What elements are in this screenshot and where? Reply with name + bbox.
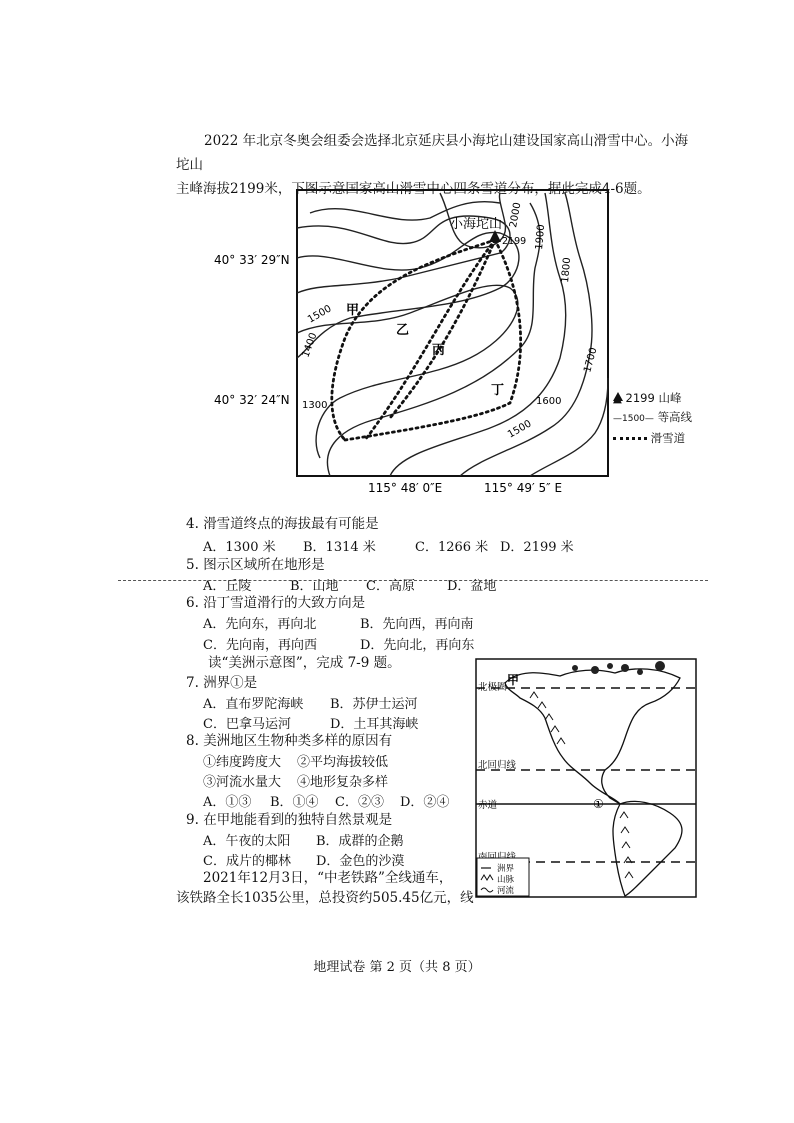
contour-label: 1400 xyxy=(300,331,320,360)
topo-map-svg xyxy=(200,188,630,518)
railway-line-1: 2021年12月3日，“中老铁路”全线通车， xyxy=(203,870,453,886)
q7-option-c: C．巴拿马运河 xyxy=(203,717,291,732)
contour-label: 1500 xyxy=(506,418,534,441)
question-5 xyxy=(186,555,325,575)
americas-intro: 读“美洲示意图”，完成 7-9 题。 xyxy=(208,655,401,671)
legend-boundary-label: 洲界 xyxy=(497,864,515,874)
q4-option-a: A．1300 米 xyxy=(203,540,276,555)
q4-option-c: C．1266 米 xyxy=(415,540,489,555)
q5-option-d: D．盆地 xyxy=(447,579,497,594)
q8-statement-3: ③河流水量大 xyxy=(203,775,282,790)
page-footer: 地理试卷 第 2 页（共 8 页） xyxy=(313,960,481,975)
point-1-label: ① xyxy=(593,797,604,811)
americas-map-svg xyxy=(475,658,697,898)
legend-item-contour xyxy=(613,408,692,429)
ski-run xyxy=(332,240,495,440)
point-jia: 甲 xyxy=(346,303,360,318)
contour-label: 1800 xyxy=(560,256,574,284)
q8-statement-1: ①纬度跨度大 xyxy=(203,755,282,770)
q8-statement-4: ④地形复杂多样 xyxy=(297,775,389,790)
q4-option-b: B．1314 米 xyxy=(303,540,376,555)
point-bing: 丙 xyxy=(432,343,446,358)
q5-option-a: A．丘陵 xyxy=(203,579,252,594)
contour-label: 2000 xyxy=(508,201,524,229)
question-6 xyxy=(186,593,365,613)
point-jia-label: 甲 xyxy=(507,673,520,687)
arctic-circle-label: 北极圈 xyxy=(478,682,507,693)
contour-label: 1500 xyxy=(306,303,334,326)
question-9 xyxy=(186,810,392,830)
question-number: 8. xyxy=(186,733,199,749)
peak-elevation: 2199 xyxy=(502,236,527,247)
railway-line-2: 该铁路全长1035公里，总投资约505.45亿元，线 xyxy=(176,890,474,906)
question-text: 沿丁雪道滑行的大致方向是 xyxy=(203,595,366,611)
q9-option-a: A．午夜的太阳 xyxy=(203,834,291,849)
point-yi: 乙 xyxy=(396,323,410,338)
q8-statement-2: ②平均海拔较低 xyxy=(297,755,389,770)
question-text: 洲界①是 xyxy=(203,675,258,691)
andes-mountains xyxy=(620,812,633,878)
q6-option-a: A．先向东，再向北 xyxy=(203,617,317,632)
question-text: 在甲地能看到的独特自然景观是 xyxy=(203,812,393,828)
q8-option-b: B．①④ xyxy=(270,795,319,810)
intro-line-2: 主峰海拔2199米，下图示意国家高山滑雪中心四条雪道分布，据此完成4-6题。 xyxy=(176,181,651,197)
q7-option-b: B．苏伊士运河 xyxy=(330,697,418,712)
equator-label: 赤道 xyxy=(478,800,498,811)
question-text: 滑雪道终点的海拔最有可能是 xyxy=(203,516,379,532)
legend-peak-value: 2199 xyxy=(625,391,655,405)
latitude-bottom: 40° 32′ 24″N xyxy=(214,393,290,407)
q4-option-d: D．2199 米 xyxy=(500,540,574,555)
question-number: 5. xyxy=(186,557,199,573)
q7-option-d: D．土耳其海峡 xyxy=(330,717,419,732)
q8-option-a: A．①③ xyxy=(203,795,252,810)
legend-item-peak xyxy=(613,389,692,408)
dotted-line-icon xyxy=(613,437,647,440)
q6-option-d: D．先向北，再向东 xyxy=(360,638,475,653)
question-text: 美洲地区生物种类多样的原因有 xyxy=(203,733,393,749)
tropic-cancer-label: 北回归线 xyxy=(478,760,517,771)
legend-river-label: 河流 xyxy=(497,886,515,896)
topo-legend xyxy=(613,389,692,448)
contour-label: 1300 xyxy=(302,400,328,411)
north-america-outline xyxy=(505,669,680,804)
q6-option-b: B．先向西，再向南 xyxy=(360,617,474,632)
question-8 xyxy=(186,731,392,751)
contour-lines xyxy=(297,193,608,476)
legend-peak-label: 山峰 xyxy=(658,391,682,405)
legend-contour-label: 等高线 xyxy=(657,410,693,424)
question-text: 图示区域所在地形是 xyxy=(203,557,325,573)
peak-icon: ▲ xyxy=(613,391,622,405)
q9-option-d: D．金色的沙漠 xyxy=(316,854,405,869)
latitude-top: 40° 33′ 29″N xyxy=(214,253,290,267)
question-number: 6. xyxy=(186,595,199,611)
arctic-islands xyxy=(572,661,665,675)
south-america-outline xyxy=(613,801,682,896)
legend-ski-label: 滑雪道 xyxy=(650,431,686,445)
legend-mountain-label: 山脉 xyxy=(497,875,515,885)
q7-option-a: A．直布罗陀海峡 xyxy=(203,697,304,712)
point-ding: 丁 xyxy=(491,383,505,398)
ski-runs xyxy=(332,240,521,440)
longitude-left: 115° 48′ 0″E xyxy=(368,481,443,495)
contour-label: 1900 xyxy=(534,223,548,251)
legend-item-ski xyxy=(613,429,692,448)
peak-name: 小海坨山 xyxy=(450,217,503,232)
question-number: 7. xyxy=(186,675,199,691)
contour-label: 1600 xyxy=(536,396,562,407)
rocky-mountains xyxy=(530,692,565,744)
question-number: 4. xyxy=(186,516,199,532)
longitude-right: 115° 49′ 5″ E xyxy=(484,481,563,495)
q5-option-b: B．山地 xyxy=(290,579,339,594)
question-7 xyxy=(186,673,257,693)
question-4 xyxy=(186,514,379,534)
q8-option-c: C．②③ xyxy=(335,795,384,810)
q6-option-c: C．先向南，再向西 xyxy=(203,638,317,653)
question-number: 9. xyxy=(186,812,199,828)
americas-map xyxy=(475,658,697,898)
q8-option-d: D．②④ xyxy=(400,795,450,810)
topo-map xyxy=(200,188,630,518)
contour-label: 1700 xyxy=(582,346,600,374)
q9-option-c: C．成片的椰林 xyxy=(203,854,291,869)
q5-option-c: C．高原 xyxy=(366,579,415,594)
latitude-lines xyxy=(476,688,696,862)
mountain-ranges xyxy=(530,692,633,878)
contour-line-icon: —1500— xyxy=(613,414,654,424)
intro-line-1: 2022 年北京冬奥会组委会选择北京延庆县小海坨山建设国家高山滑雪中心。小海坨山 xyxy=(176,133,689,173)
q9-option-b: B．成群的企鹅 xyxy=(316,834,404,849)
